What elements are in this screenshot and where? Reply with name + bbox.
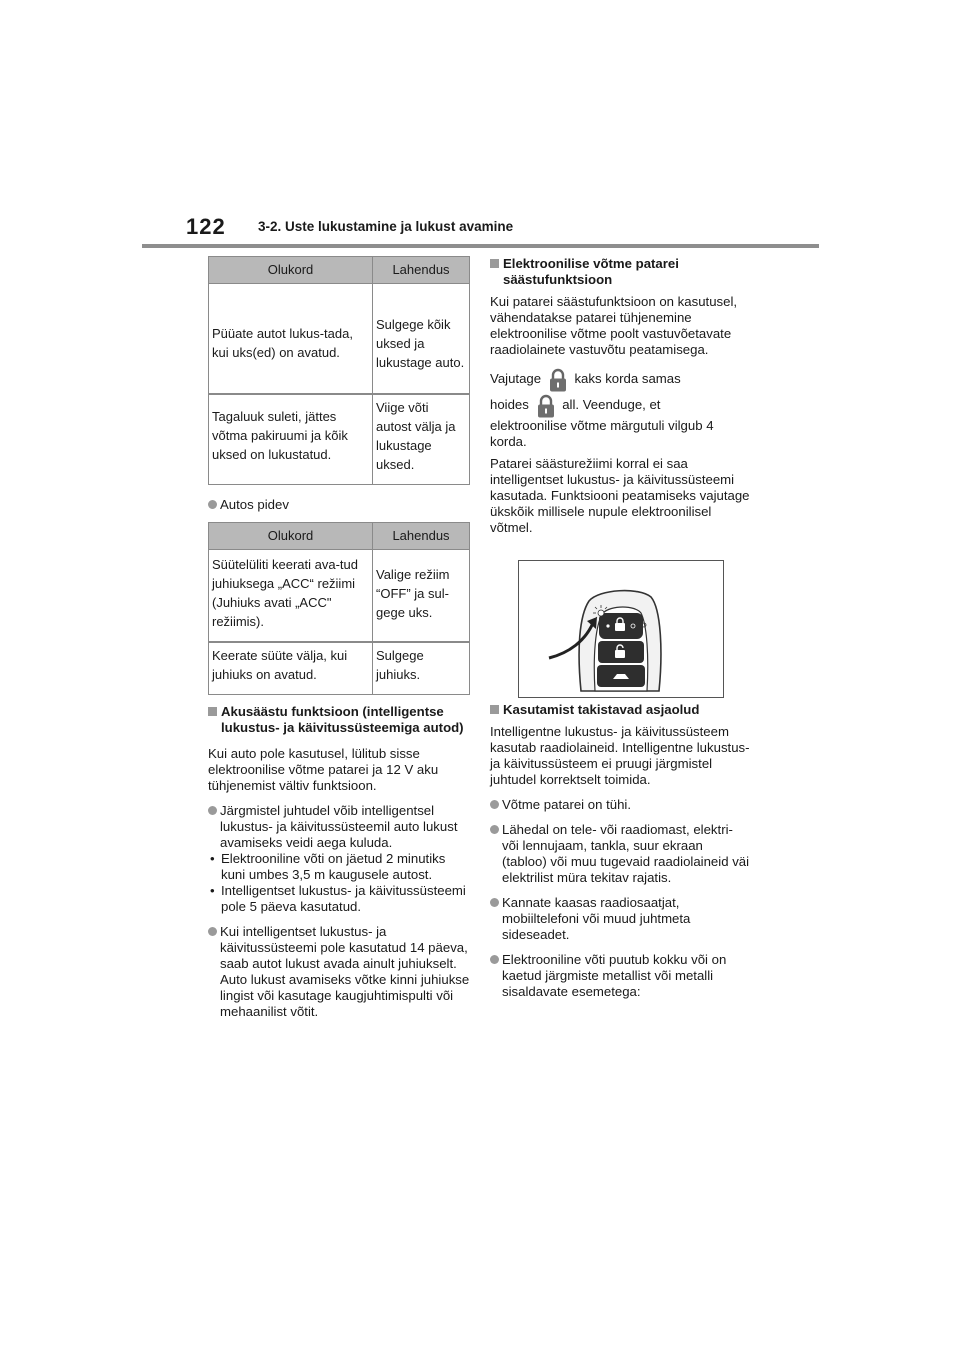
table-header-solution: Lahendus bbox=[373, 257, 470, 284]
patarei-press-end: elektroonilise võtme märgutuli vilgub 4 korda. bbox=[490, 418, 714, 449]
table-row bbox=[209, 642, 470, 695]
list-item: Kannate kaasas raadiosaatjat, mobiiltelefoni või muud juhtmeta sideseadet. bbox=[490, 895, 750, 943]
akusaastu-intro: Kui auto pole kasutusel, lülitub sisse elektroonilise võtme patarei ja 12 V aku tühjenemist vältiv funktsioon. bbox=[208, 745, 439, 793]
bullet-autos-pidev: Autos pidev bbox=[208, 497, 470, 513]
left-column bbox=[208, 256, 470, 1020]
bullet-dot bbox=[208, 806, 217, 815]
bullet-item: Järgmistel juhtudel võib intelligentsel lukustus- ja käivitussüsteemil auto lukust avamiseks veidi aega kuluda. bbox=[208, 803, 470, 851]
lock-icon bbox=[547, 368, 569, 392]
key-fob-illustration bbox=[518, 560, 724, 698]
table-cell-solution: Valige režiim “OFF” ja sul-gege uks. bbox=[373, 549, 470, 642]
bullet-dot bbox=[490, 898, 499, 907]
patarei-hold-line: hoides all. Veenduge, et bbox=[490, 392, 750, 418]
table-cell-situation: Püüate autot lukus-tada, kui uks(ed) on avatud. bbox=[209, 284, 373, 394]
table-row bbox=[209, 549, 470, 642]
sub-item: • Intelligentset lukustus- ja käivitussüsteemi pole 5 päeva kasutatud. bbox=[210, 882, 466, 914]
table-row bbox=[209, 284, 470, 394]
table-header-situation: Olukord bbox=[209, 522, 373, 549]
header-divider bbox=[142, 244, 819, 248]
table-cell-situation: Süütelüliti keerati ava-tud juhiuksega „ACC“ režiimi (Juhiuks avati „ACC" režiimis). bbox=[209, 549, 373, 642]
table-cell-situation: Tagaluuk suleti, jättes võtma pakiruumi ja kõik uksed on lukustatud. bbox=[209, 394, 373, 485]
heading-kasutamist: Kasutamist takistavad asjaolud bbox=[490, 702, 750, 718]
page-number: 122 bbox=[186, 214, 226, 239]
list-item: Võtme patarei on tühi. bbox=[490, 797, 750, 813]
sub-item: • Elektrooniline võti on jäetud 2 minutiks kuni umbes 3,5 m kaugusele autost. bbox=[210, 850, 446, 882]
bullet-dot bbox=[208, 500, 217, 509]
heading-square-icon bbox=[490, 705, 499, 714]
bullet-dot bbox=[208, 927, 217, 936]
table-cell-solution: Sulgege juhiuks. bbox=[373, 642, 470, 695]
patarei-press-line: Vajutage kaks korda samas bbox=[490, 366, 750, 392]
heading-patarei: Elektroonilise võtme patarei säästufunktsioon bbox=[490, 256, 750, 288]
table-header-situation: Olukord bbox=[209, 257, 373, 284]
heading-square-icon bbox=[208, 707, 217, 716]
bullet-dot bbox=[490, 800, 499, 809]
patarei-note: Patarei säästurežiimi korral ei saa intelligentset lukustus- ja käivitussüsteemi kasutada. Funktsiooni peatamiseks vajutage ükskõik millisele nupule elektroonilisel võtmel. bbox=[490, 456, 750, 535]
right-column bbox=[490, 256, 750, 536]
heading-akusaastu: Akusäästu funktsioon (intelligentse lukustus- ja käivitussüsteemiga autod) bbox=[208, 704, 470, 736]
lock-icon bbox=[535, 394, 557, 418]
table-cell-solution: Sulgege kõik uksed ja lukustage auto. bbox=[373, 284, 470, 394]
heading-square-icon bbox=[490, 259, 499, 268]
list-item: Elektrooniline võti puutub kokku või on kaetud järgmiste metallist või metalli sisaldavate esemetega: bbox=[490, 952, 750, 1000]
list-item: Lähedal on tele- või raadiomast, elektri- või lennujaam, tankla, suur ekraan (tabloo) või muu tugevaid raadiolaineid väi elektrilist müra tekitav rajatis. bbox=[490, 822, 750, 886]
table-header-solution: Lahendus bbox=[373, 522, 470, 549]
patarei-intro: Kui patarei säästufunktsioon on kasutusel, vähendatakse patarei tühjenemine elektroonilise võtme poolt vastuvõetavate raadiolainete vastuvõtu peatamisega. bbox=[490, 294, 738, 357]
bullet-dot bbox=[490, 825, 499, 834]
table-row bbox=[209, 394, 470, 485]
bullet-item: Kui intelligentset lukustus- ja käivitussüsteemi pole kasutatud 14 päeva, saab autot lukust avada ainult juhiukselt. Auto lukust avamiseks võtke kinni juhiukse lingist või kasutage kaugjuhtimispulti või mehaanilist võtit. bbox=[208, 924, 470, 1020]
bullet-dot bbox=[490, 955, 499, 964]
section-title: 3-2. Uste lukustamine ja lukust avamine bbox=[258, 219, 514, 234]
table-cell-solution: Viige võti autost välja ja lukustage uksed. bbox=[373, 394, 470, 485]
situation-table-1 bbox=[208, 256, 470, 485]
table-cell-situation: Keerate süüte välja, kui juhiuks on avatud. bbox=[209, 642, 373, 695]
kasutamist-section bbox=[490, 702, 750, 1000]
situation-table-2 bbox=[208, 522, 470, 695]
kasutamist-intro: Intelligentne lukustus- ja käivitussüsteem kasutab raadiolaineid. Intelligentne lukustus- ja käivitussüsteem ei pruugi järgmistel juhtudel korrektselt toimida. bbox=[490, 724, 750, 787]
